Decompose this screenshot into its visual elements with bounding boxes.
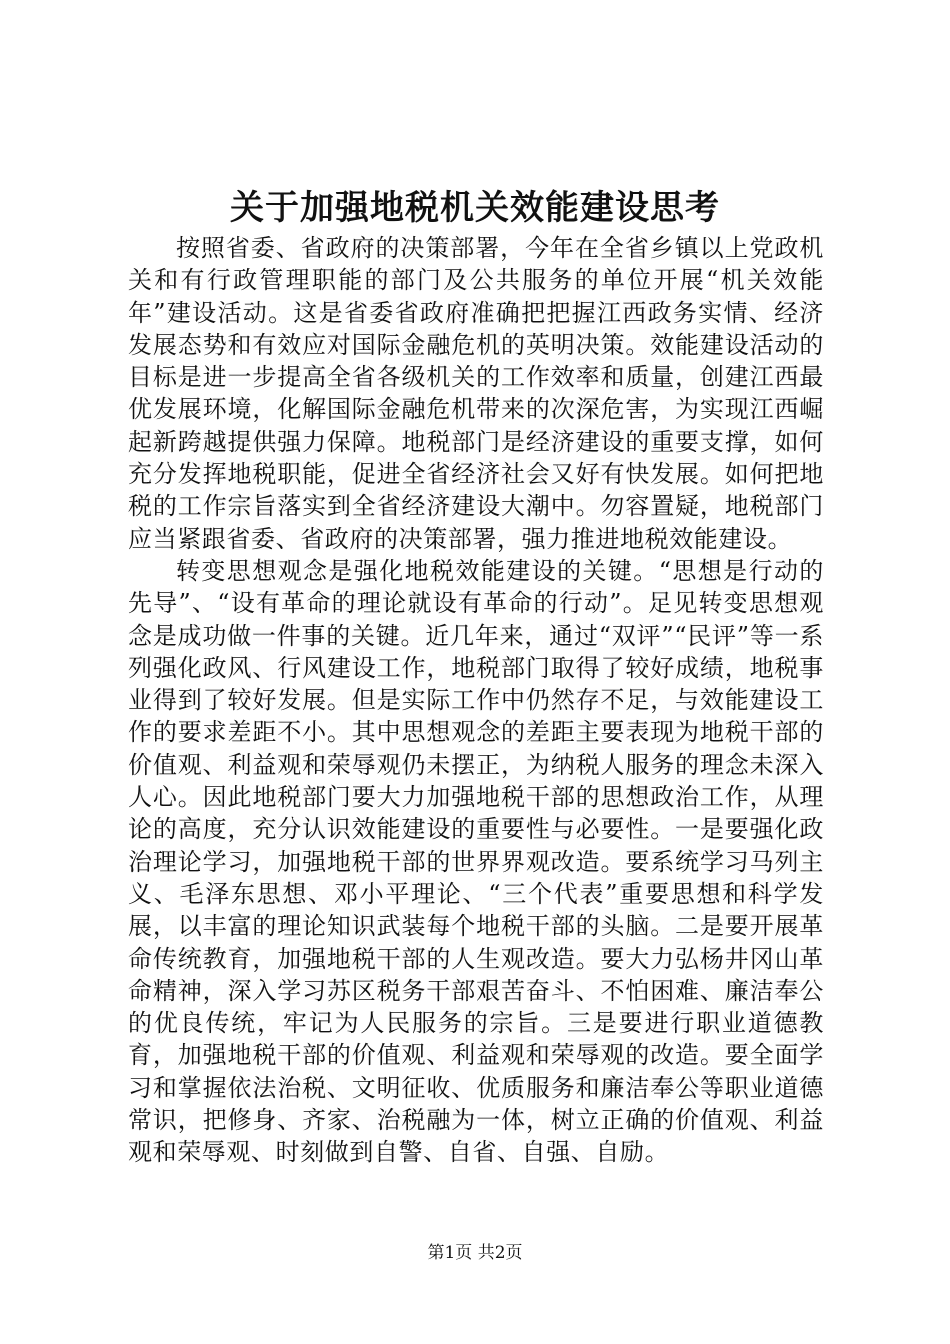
document-body: [128, 232, 824, 1169]
paragraph-2: 转变思想观念是强化地税效能建设的关键。“思想是行动的先导”、“设有革命的理论就设有革命的行动”。足见转变思想观念是成功做一件事的关键。近几年来，通过“双评”“民评”等一系列强化政风、行风建设工作，地税部门取得了较好成绩，地税事业得到了较好发展。但是实际工作中仍然存不足，与效能建设工作的要求差距不小。其中思想观念的差距主要表现为地税干部的价值观、利益观和荣辱观仍未摆正，为纳税人服务的理念未深入人心。因此地税部门要大力加强地税干部的思想政治工作，从理论的高度，充分认识效能建设的重要性与必要性。一是要强化政治理论学习，加强地税干部的世界界观改造。要系统学习马列主义、毛泽东思想、邓小平理论、“三个代表”重要思想和科学发展，以丰富的理论知识武装每个地税干部的头脑。二是要开展革命传统教育，加强地税干部的人生观改造。要大力弘杨井冈山革命精神，深入学习苏区税务干部艰苦奋斗、不怕困难、廉洁奉公的优良传统，牢记为人民服务的宗旨。三是要进行职业道德教育，加强地税干部的价值观、利益观和荣辱观的改造。要全面学习和掌握依法治税、文明征收、优质服务和廉洁奉公等职业道德常识，把修身、齐家、治税融为一体，树立正确的价值观、利益观和荣辱观、时刻做到自警、自省、自强、自励。: [128, 556, 824, 1167]
document-title: 关于加强地税机关效能建设思考: [230, 188, 720, 228]
page-footer: 第1页 共2页: [427, 1243, 523, 1263]
paragraph-1: 按照省委、省政府的决策部署，今年在全省乡镇以上党政机关和有行政管理职能的部门及公共服务的单位开展“机关效能年”建设活动。这是省委省政府准确把把握江西政务实情、经济发展态势和有效应对国际金融危机的英明决策。效能建设活动的目标是进一步提高全省各级机关的工作效率和质量，创建江西最优发展环境，化解国际金融危机带来的次深危害，为实现江西崛起新跨越提供强力保障。地税部门是经济建设的重要支撑，如何充分发挥地税职能，促进全省经济社会又好有快发展。如何把地税的工作宗旨落实到全省经济建设大潮中。勿容置疑，地税部门应当紧跟省委、省政府的决策部署，强力推进地税效能建设。: [128, 234, 824, 553]
